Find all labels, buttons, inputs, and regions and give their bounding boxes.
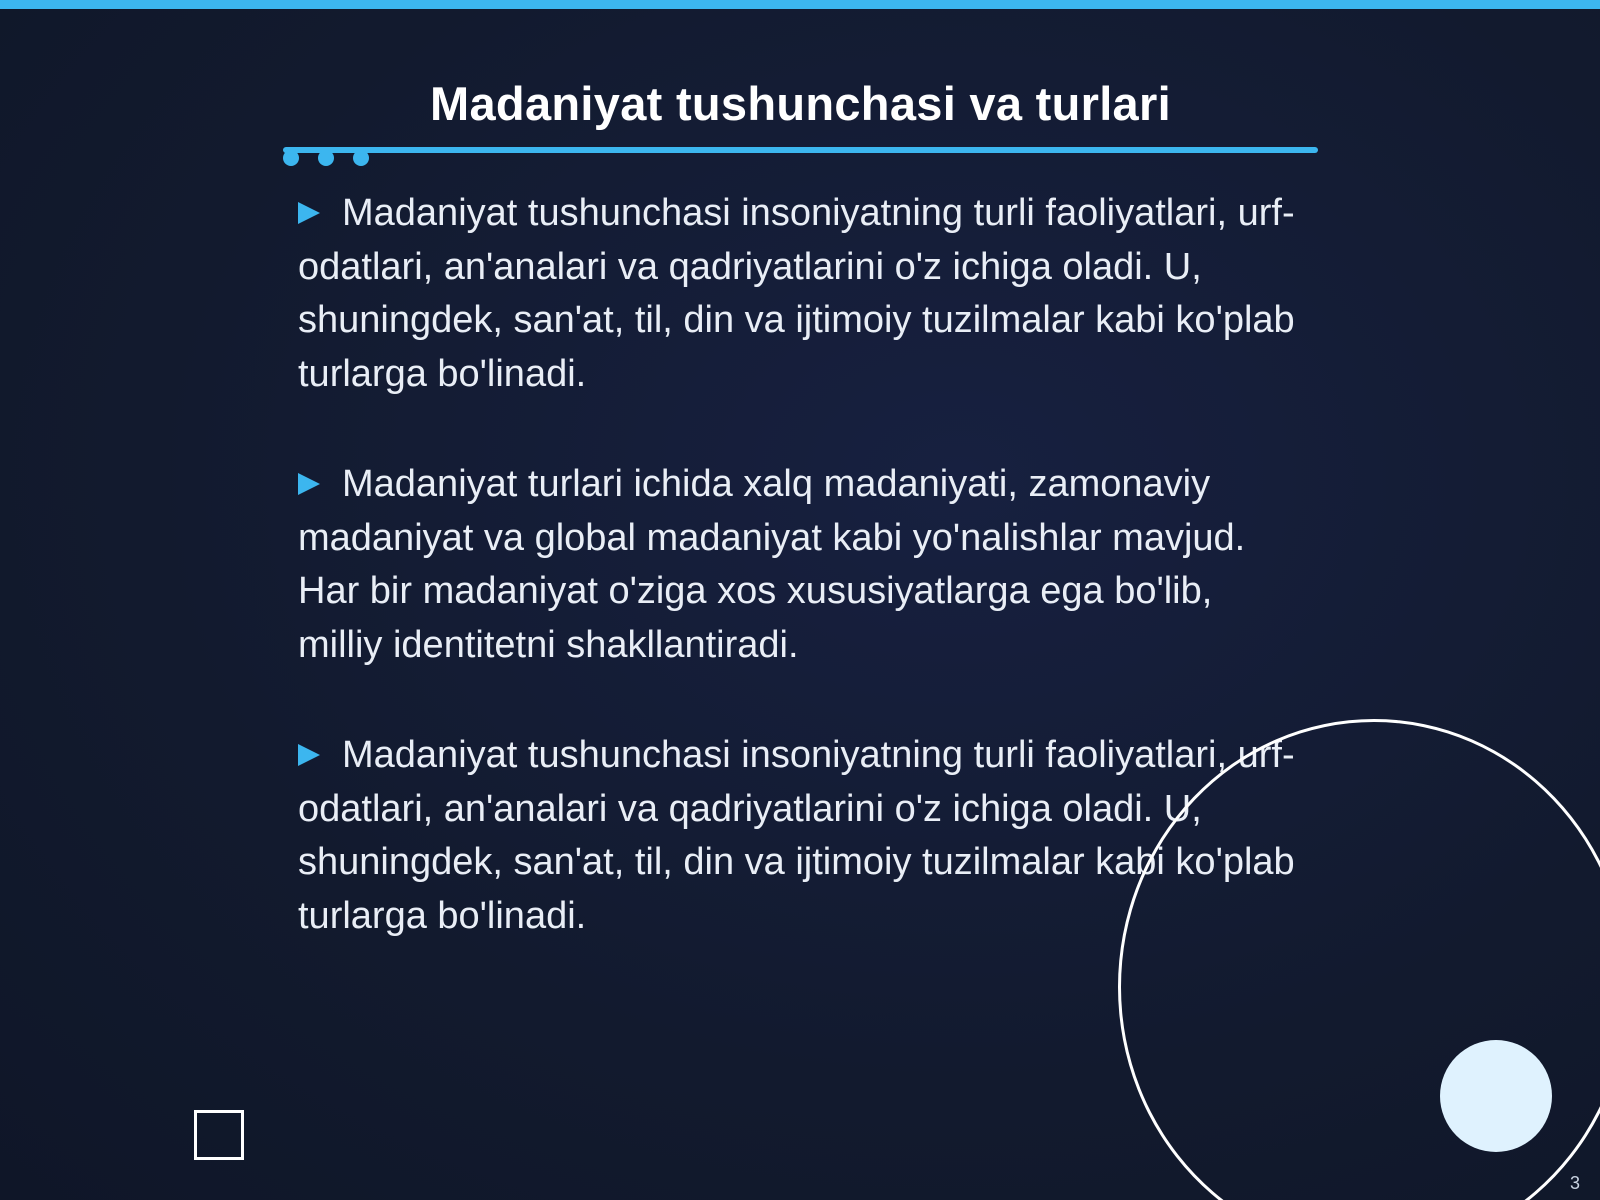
decor-dot-1 bbox=[283, 150, 299, 166]
decor-square-outline bbox=[194, 1110, 244, 1160]
triangle-right-icon bbox=[298, 744, 320, 766]
decor-dot-3 bbox=[353, 150, 369, 166]
decor-small-filled-circle bbox=[1440, 1040, 1552, 1152]
top-accent-bar bbox=[0, 0, 1600, 9]
bullet-item-1 bbox=[298, 187, 1303, 401]
bullet-text-3: Madaniyat tushunchasi insoniyatning turli faoliyatlari, urf-odatlari, an'analari va qadriyatlarini o'z ichiga oladi. U, shuningdek, san'at, til, din va ijtimoiy tuzilmalar kabi ko'plab turlarga bo'linadi. bbox=[298, 734, 1295, 937]
decor-dot-2 bbox=[318, 150, 334, 166]
bullet-text-1: Madaniyat tushunchasi insoniyatning turli faoliyatlari, urf-odatlari, an'analari va qadriyatlarini o'z ichiga oladi. U, shuningdek, san'at, til, din va ijtimoiy tuzilmalar kabi ko'plab turlarga bo'linadi. bbox=[298, 192, 1295, 395]
triangle-right-icon bbox=[298, 202, 320, 224]
bullet-item-2 bbox=[298, 458, 1303, 672]
title-underline bbox=[283, 147, 1318, 153]
triangle-right-icon bbox=[298, 473, 320, 495]
slide-title: Madaniyat tushunchasi va turlari bbox=[430, 77, 1171, 130]
bullet-text-2: Madaniyat turlari ichida xalq madaniyati, zamonaviy madaniyat va global madaniyat kabi yo'nalishlar mavjud. Har bir madaniyat o'ziga xos xususiyatlarga ega bo'lib, milliy identitetni shakllantiradi. bbox=[298, 463, 1246, 666]
page-number: 3 bbox=[1569, 1173, 1580, 1193]
